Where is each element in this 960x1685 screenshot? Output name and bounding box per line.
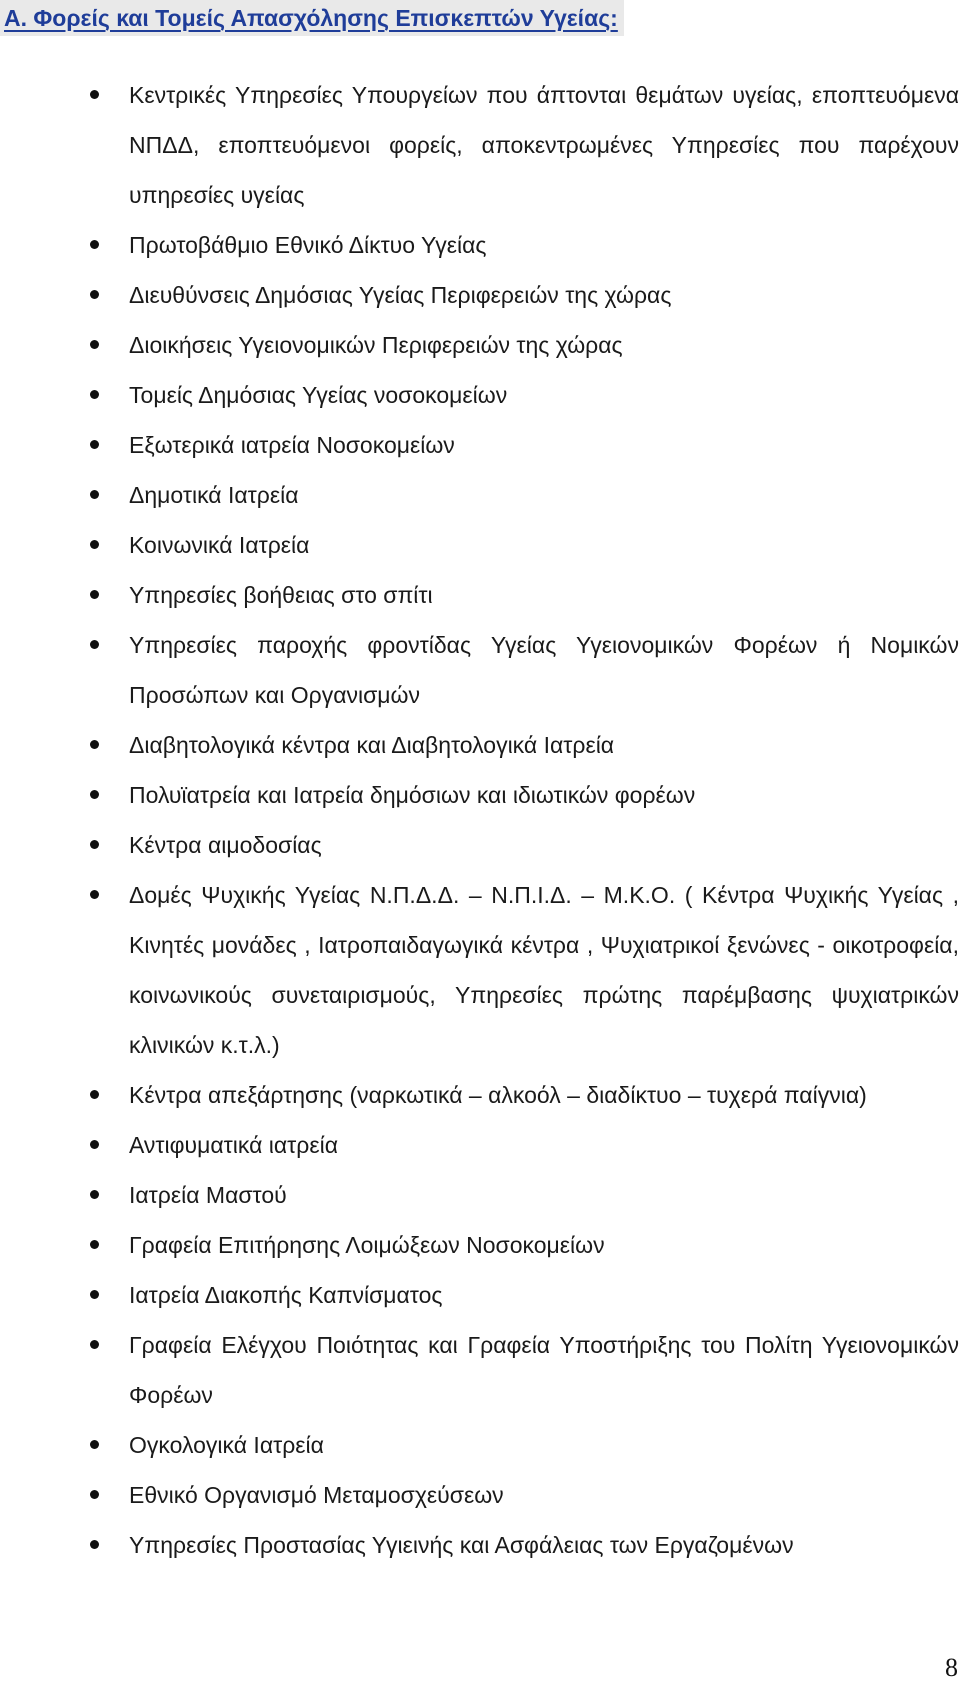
list-item-text: Κέντρα απεξάρτησης (ναρκωτικά – αλκοόλ – διαδίκτυο – τυχερά παίγνια)	[129, 1082, 867, 1108]
list-item	[0, 270, 959, 320]
list-item-text: Δημοτικά Ιατρεία	[129, 482, 299, 508]
list-item-text: Εξωτερικά ιατρεία Νοσοκομείων	[129, 432, 455, 458]
bullet-icon	[90, 1290, 99, 1299]
list-item	[0, 1070, 959, 1120]
list-item-text: Πρωτοβάθμιο Εθνικό Δίκτυο Υγείας	[129, 232, 487, 258]
list-item-text: Υπηρεσίες Προστασίας Υγιεινής και Ασφάλειας των Εργαζομένων	[129, 1532, 794, 1558]
list-item	[0, 720, 959, 770]
list-item	[0, 370, 959, 420]
bullet-icon	[90, 840, 99, 849]
list-item	[0, 520, 959, 570]
bullet-icon	[90, 490, 99, 499]
list-item	[0, 570, 959, 620]
bullet-icon	[90, 290, 99, 299]
list-item-text: Διαβητολογικά κέντρα και Διαβητολογικά Ιατρεία	[129, 732, 615, 758]
bullet-icon	[90, 1090, 99, 1099]
bullet-icon	[90, 240, 99, 249]
bullet-icon	[90, 540, 99, 549]
bullet-icon	[90, 590, 99, 599]
list-item-text: Κοινωνικά Ιατρεία	[129, 532, 310, 558]
bullet-icon	[90, 1540, 99, 1549]
list-item	[0, 1320, 959, 1420]
list-item	[0, 870, 959, 1070]
bullet-icon	[90, 390, 99, 399]
list-item	[0, 1270, 959, 1320]
bullet-icon	[90, 1340, 99, 1349]
bullet-icon	[90, 340, 99, 349]
bullet-icon	[90, 90, 99, 99]
list-item-text: Ογκολογικά Ιατρεία	[129, 1432, 324, 1458]
list-item	[0, 770, 959, 820]
bullet-icon	[90, 740, 99, 749]
list-item	[0, 470, 959, 520]
list-item-text: Γραφεία Ελέγχου Ποιότητας και Γραφεία Υποστήριξης του Πολίτη Υγειονομικών Φορέων	[129, 1332, 959, 1408]
list-item-text: Γραφεία Επιτήρησης Λοιμώξεων Νοσοκομείων	[129, 1232, 605, 1258]
bullet-icon	[90, 890, 99, 899]
list-item-text: Διευθύνσεις Δημόσιας Υγείας Περιφερειών της χώρας	[129, 282, 672, 308]
list-item	[0, 820, 959, 870]
list-item-text: Αντιφυματικά ιατρεία	[129, 1132, 338, 1158]
list-item	[0, 1420, 959, 1470]
bullet-icon	[90, 440, 99, 449]
list-item	[0, 1120, 959, 1170]
list-item-text: Ιατρεία Διακοπής Καπνίσματος	[129, 1282, 443, 1308]
page-heading: Α. Φορείς και Τομείς Απασχόλησης Επισκεπτών Υγείας:	[0, 0, 624, 36]
bullet-icon	[90, 1490, 99, 1499]
bullet-icon	[90, 790, 99, 799]
list-item-text: Διοικήσεις Υγειονομικών Περιφερειών της χώρας	[129, 332, 623, 358]
list-item	[0, 1170, 959, 1220]
bullet-icon	[90, 1440, 99, 1449]
list-item-text: Κέντρα αιμοδοσίας	[129, 832, 322, 858]
bullet-icon	[90, 1190, 99, 1199]
list-item-text: Πολυϊατρεία και Ιατρεία δημόσιων και ιδιωτικών φορέων	[129, 782, 696, 808]
bullet-icon	[90, 1140, 99, 1149]
bullet-list	[0, 70, 960, 1570]
list-item	[0, 320, 959, 370]
list-item-text: Ιατρεία Μαστού	[129, 1182, 287, 1208]
list-item-text: Υπηρεσίες βοήθειας στο σπίτι	[129, 582, 433, 608]
page-number: 8	[945, 1653, 958, 1682]
list-item	[0, 620, 959, 720]
list-item	[0, 1520, 959, 1570]
list-item-text: Κεντρικές Υπηρεσίες Υπουργείων που άπτονται θεμάτων υγείας, εποπτευόμενα ΝΠΔΔ, εποπτευόμενοι φορείς, αποκεντρωμένες Υπηρεσίες που παρέχουν υπηρεσίες υγείας	[129, 82, 959, 208]
list-item-text: Εθνικό Οργανισμό Μεταμοσχεύσεων	[129, 1482, 504, 1508]
list-item-text: Υπηρεσίες παροχής φροντίδας Υγείας Υγειονομικών Φορέων ή Νομικών Προσώπων και Οργανισμών	[129, 632, 959, 708]
list-item-text: Δομές Ψυχικής Υγείας Ν.Π.Δ.Δ. – Ν.Π.Ι.Δ. – Μ.Κ.Ο. ( Κέντρα Ψυχικής Υγείας , Κινητές μονάδες , Ιατροπαιδαγωγικά κέντρα , Ψυχιατρικοί ξενώνες - οικοτροφεία, κοινωνικούς συνεταιρισμούς, Υπηρεσίες πρώτης παρέμβασης ψυχιατρικών κλινικών κ.τ.λ.)	[129, 882, 959, 1058]
list-item	[0, 70, 959, 220]
bullet-icon	[90, 1240, 99, 1249]
bullet-icon	[90, 640, 99, 649]
list-item	[0, 420, 959, 470]
list-item-text: Τομείς Δημόσιας Υγείας νοσοκομείων	[129, 382, 508, 408]
list-item	[0, 1220, 959, 1270]
list-item	[0, 220, 959, 270]
list-item	[0, 1470, 959, 1520]
